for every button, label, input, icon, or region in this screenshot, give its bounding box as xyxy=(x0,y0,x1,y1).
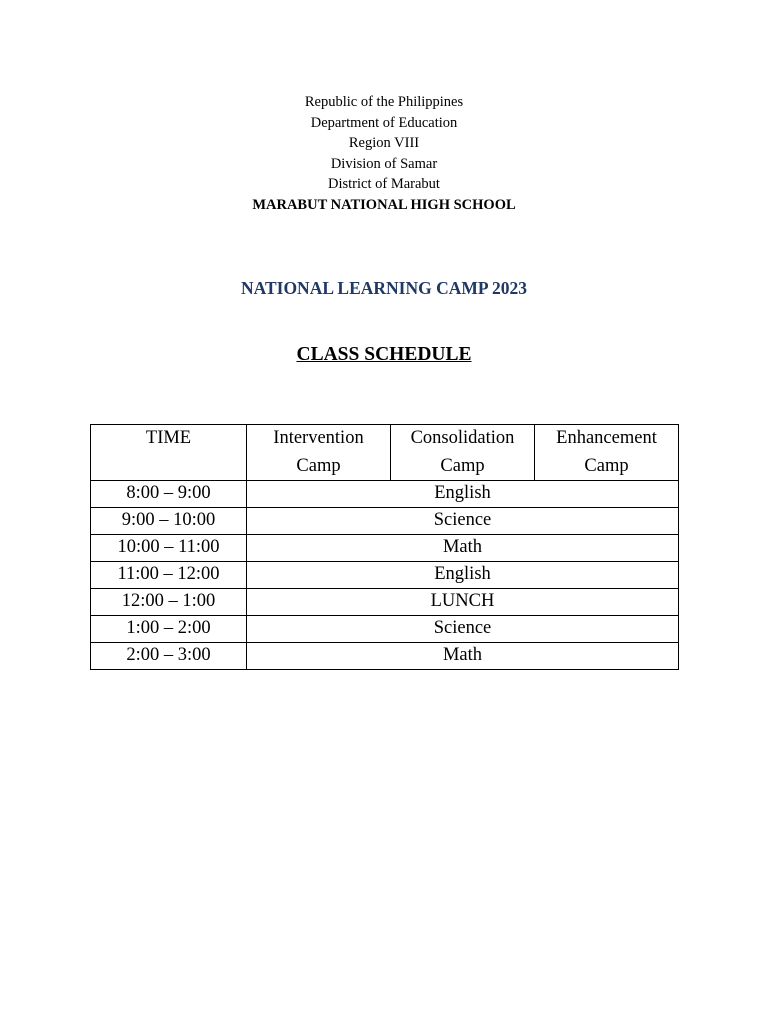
header-cell-enhancement xyxy=(535,425,679,481)
table-row xyxy=(91,535,679,562)
table-row xyxy=(91,481,679,508)
header-cell-consolidation xyxy=(391,425,535,481)
header-cell-time xyxy=(91,425,247,481)
header-region: Region VIII xyxy=(348,135,420,151)
header-cell-line: Camp xyxy=(440,455,485,476)
table-row xyxy=(91,562,679,589)
header-department: Department of Education xyxy=(310,114,458,131)
header-cell-line: Enhancement xyxy=(556,428,657,448)
table-row xyxy=(91,643,679,670)
header-cell-line: Intervention xyxy=(273,428,364,448)
time-cell: 2:00 – 3:00 xyxy=(91,643,247,670)
header-school-name: MARABUT NATIONAL HIGH SCHOOL xyxy=(252,196,516,213)
time-cell: 12:00 – 1:00 xyxy=(91,589,247,616)
subject-cell: English xyxy=(247,481,679,508)
header-cell-line: TIME xyxy=(145,428,192,448)
subject-cell: Math xyxy=(247,535,679,562)
header-cell-line: Camp xyxy=(584,455,629,476)
time-cell: 8:00 – 9:00 xyxy=(91,481,247,508)
schedule-title: CLASS SCHEDULE xyxy=(296,344,472,365)
letterhead xyxy=(0,92,768,215)
subject-cell: Math xyxy=(247,643,679,670)
header-cell-line: Consolidation xyxy=(410,428,515,448)
table-header-row xyxy=(91,425,679,481)
header-cell-line: Camp xyxy=(296,455,341,476)
subject-cell: Science xyxy=(247,616,679,643)
time-cell: 9:00 – 10:00 xyxy=(91,508,247,535)
camp-title: NATIONAL LEARNING CAMP 2023 xyxy=(240,278,527,298)
header-division: Division of Samar xyxy=(330,155,438,172)
header-district: District of Marabut xyxy=(328,176,440,192)
time-cell: 1:00 – 2:00 xyxy=(91,616,247,643)
time-cell: 10:00 – 11:00 xyxy=(91,535,247,562)
table-row xyxy=(91,589,679,616)
header-country: Republic of the Philippines xyxy=(304,94,464,110)
table-row xyxy=(91,508,679,535)
header-cell-intervention xyxy=(247,425,391,481)
time-cell: 11:00 – 12:00 xyxy=(91,562,247,589)
subject-cell: Science xyxy=(247,508,679,535)
class-schedule-table xyxy=(90,424,679,670)
subject-cell: LUNCH xyxy=(247,589,679,616)
table-row xyxy=(91,616,679,643)
subject-cell: English xyxy=(247,562,679,589)
